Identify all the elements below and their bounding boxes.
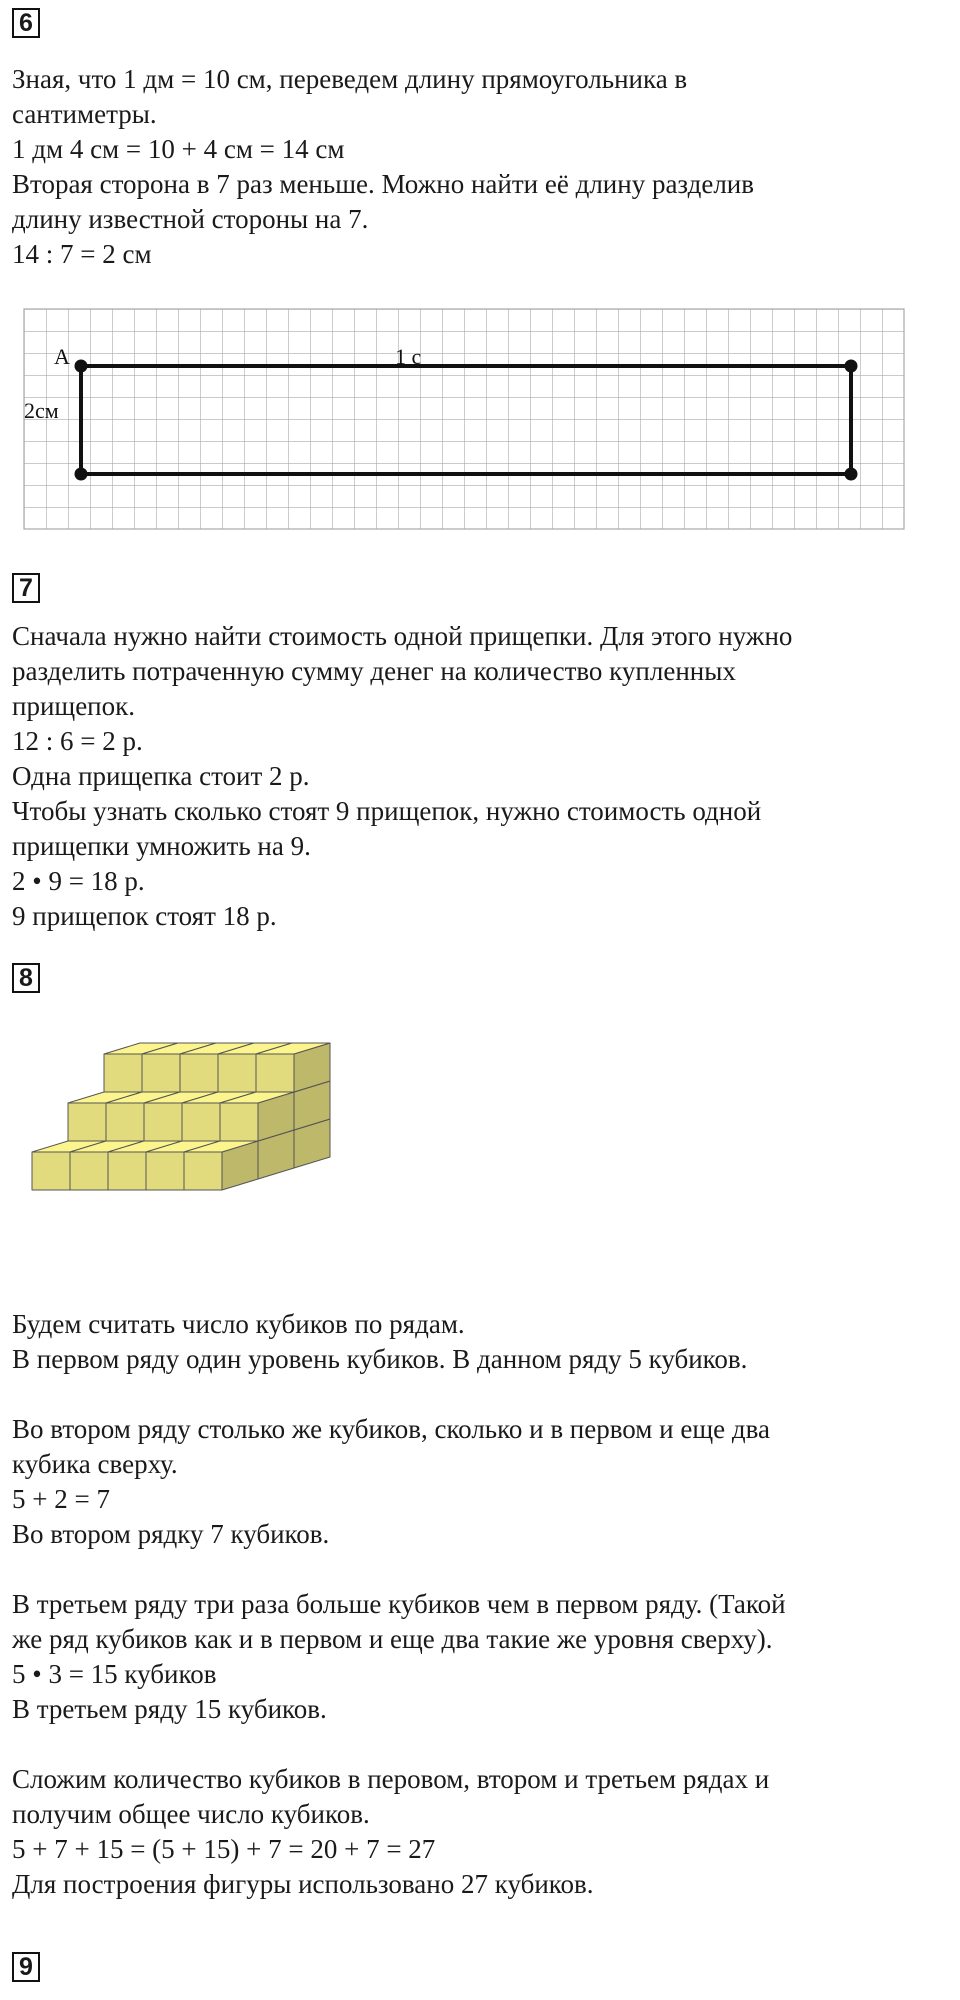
text-line: 5 + 7 + 15 = (5 + 15) + 7 = 20 + 7 = 27 <box>12 1834 436 1864</box>
text-line: 14 : 7 = 2 см <box>12 239 152 269</box>
task-number-6: 6 <box>12 8 40 38</box>
text-line: 9 прищепок стоят 18 р. <box>12 901 277 931</box>
text-line: кубика сверху. <box>12 1449 178 1479</box>
text-line: прищепки умножить на 9. <box>12 831 311 861</box>
text-line: Сложим количество кубиков в перовом, втором и третьем рядах и <box>12 1764 770 1794</box>
text-line: 5 • 3 = 15 кубиков <box>12 1659 217 1689</box>
cube <box>184 1141 258 1190</box>
text-line: Во втором ряду столько же кубиков, сколько и в первом и еще два <box>12 1414 770 1444</box>
text-line: Для построения фигуры использовано 27 кубиков. <box>12 1869 594 1899</box>
text-line: В третьем ряду три раза больше кубиков чем в первом ряду. (Такой <box>12 1589 786 1619</box>
rectangle-figure <box>0 0 960 560</box>
top-length-label: 1 с <box>395 344 422 369</box>
text-line: 2 • 9 = 18 р. <box>12 866 145 896</box>
grid-background <box>24 309 904 529</box>
text-line: разделить потраченную сумму денег на количество купленных <box>12 656 736 686</box>
text-line: В первом ряду один уровень кубиков. В данном ряду 5 кубиков. <box>12 1344 748 1374</box>
text-line: Сначала нужно найти стоимость одной прищепки. Для этого нужно <box>12 621 793 651</box>
cube <box>220 1092 294 1141</box>
text-line: Вторая сторона в 7 раз меньше. Можно найти её длину разделив <box>12 169 754 199</box>
text-line: В третьем ряду 15 кубиков. <box>12 1694 327 1724</box>
task-number-9: 9 <box>12 1952 40 1982</box>
text-line: Будем считать число кубиков по рядам. <box>12 1309 465 1339</box>
vertex-dot <box>75 468 88 481</box>
text-line: прищепок. <box>12 691 135 721</box>
text-line: Во втором рядку 7 кубиков. <box>12 1519 330 1549</box>
text-line: 12 : 6 = 2 р. <box>12 726 143 756</box>
text-line: 5 + 2 = 7 <box>12 1484 110 1514</box>
task-number-8: 8 <box>12 963 40 993</box>
cube-figure <box>20 1010 360 1300</box>
text-line: длину известной стороны на 7. <box>12 204 369 234</box>
vertex-dot <box>845 360 858 373</box>
text-line: же ряд кубиков как и в первом и еще два такие же уровня сверху). <box>12 1624 773 1654</box>
text-line: Зная, что 1 дм = 10 см, переведем длину прямоугольника в <box>12 64 688 94</box>
text-line: 1 дм 4 см = 10 + 4 см = 14 см <box>12 134 345 164</box>
text-line: получим общее число кубиков. <box>12 1799 370 1829</box>
text-line: Одна прищепка стоит 2 р. <box>12 761 310 791</box>
vertex-dot <box>75 360 88 373</box>
text-line: Чтобы узнать сколько стоят 9 прищепок, нужно стоимость одной <box>12 796 762 826</box>
vertex-dot <box>845 468 858 481</box>
task-number-7: 7 <box>12 573 40 603</box>
point-label: A <box>54 344 70 369</box>
cube <box>256 1043 330 1092</box>
text-line: сантиметры. <box>12 99 157 129</box>
side-length-label: 2см <box>24 398 59 423</box>
